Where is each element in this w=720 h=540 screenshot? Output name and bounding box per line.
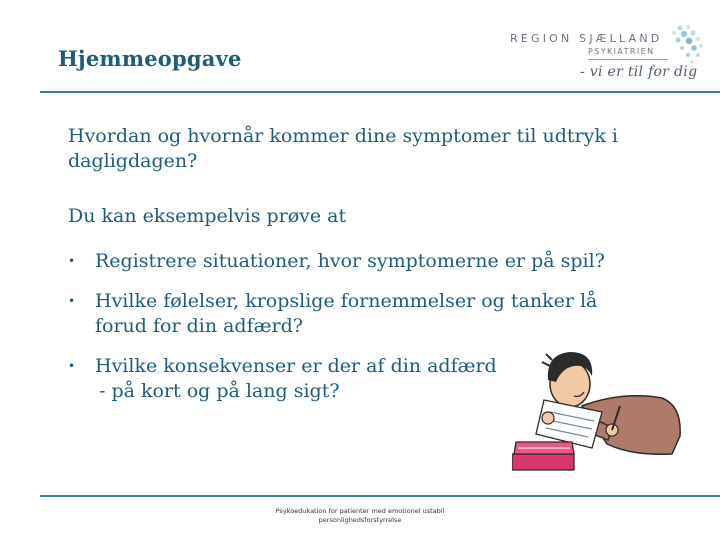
logo-dots-icon (668, 24, 704, 72)
intro-text: Du kan eksempelvis prøve at (68, 205, 347, 227)
logo-unit-text: PSYKIATRIEN (588, 47, 655, 56)
bullet-glyph: • (68, 359, 76, 373)
footer-line-1: Psykoedukation for patienter med emotionel ustabil (275, 507, 445, 515)
top-divider (40, 91, 720, 93)
bullet-item (68, 249, 635, 274)
bullet-item (68, 354, 525, 404)
bottom-divider (40, 495, 720, 497)
person-reading-illustration (512, 336, 684, 496)
bullet-text: Hvilke følelser, kropslige fornemmelser og tanker lå forud for din adfærd? (95, 290, 598, 337)
bullet-glyph: • (68, 294, 76, 308)
question-text: Hvordan og hvornår kommer dine symptomer til udtryk i dagligdagen? (68, 125, 618, 172)
bullet-text: Hvilke konsekvenser er der af din adfærd (95, 355, 497, 377)
region-sjaelland-logo (506, 24, 706, 90)
bullet-glyph: • (68, 254, 76, 268)
footer-line-2: personlighedsforstyrrelse (318, 516, 402, 524)
slide-title: Hjemmeopgave (58, 46, 242, 71)
footer (240, 507, 480, 525)
logo-tagline: - vi er til for dig (580, 64, 698, 80)
bullet-item (68, 289, 635, 339)
bullet-text: Registrere situationer, hvor symptomerne er på spil? (95, 250, 605, 272)
bullet-text-continued: - på kort og på lang sigt? (99, 380, 340, 402)
logo-underline (588, 59, 668, 60)
logo-region-text: REGION SJÆLLAND (510, 32, 663, 45)
